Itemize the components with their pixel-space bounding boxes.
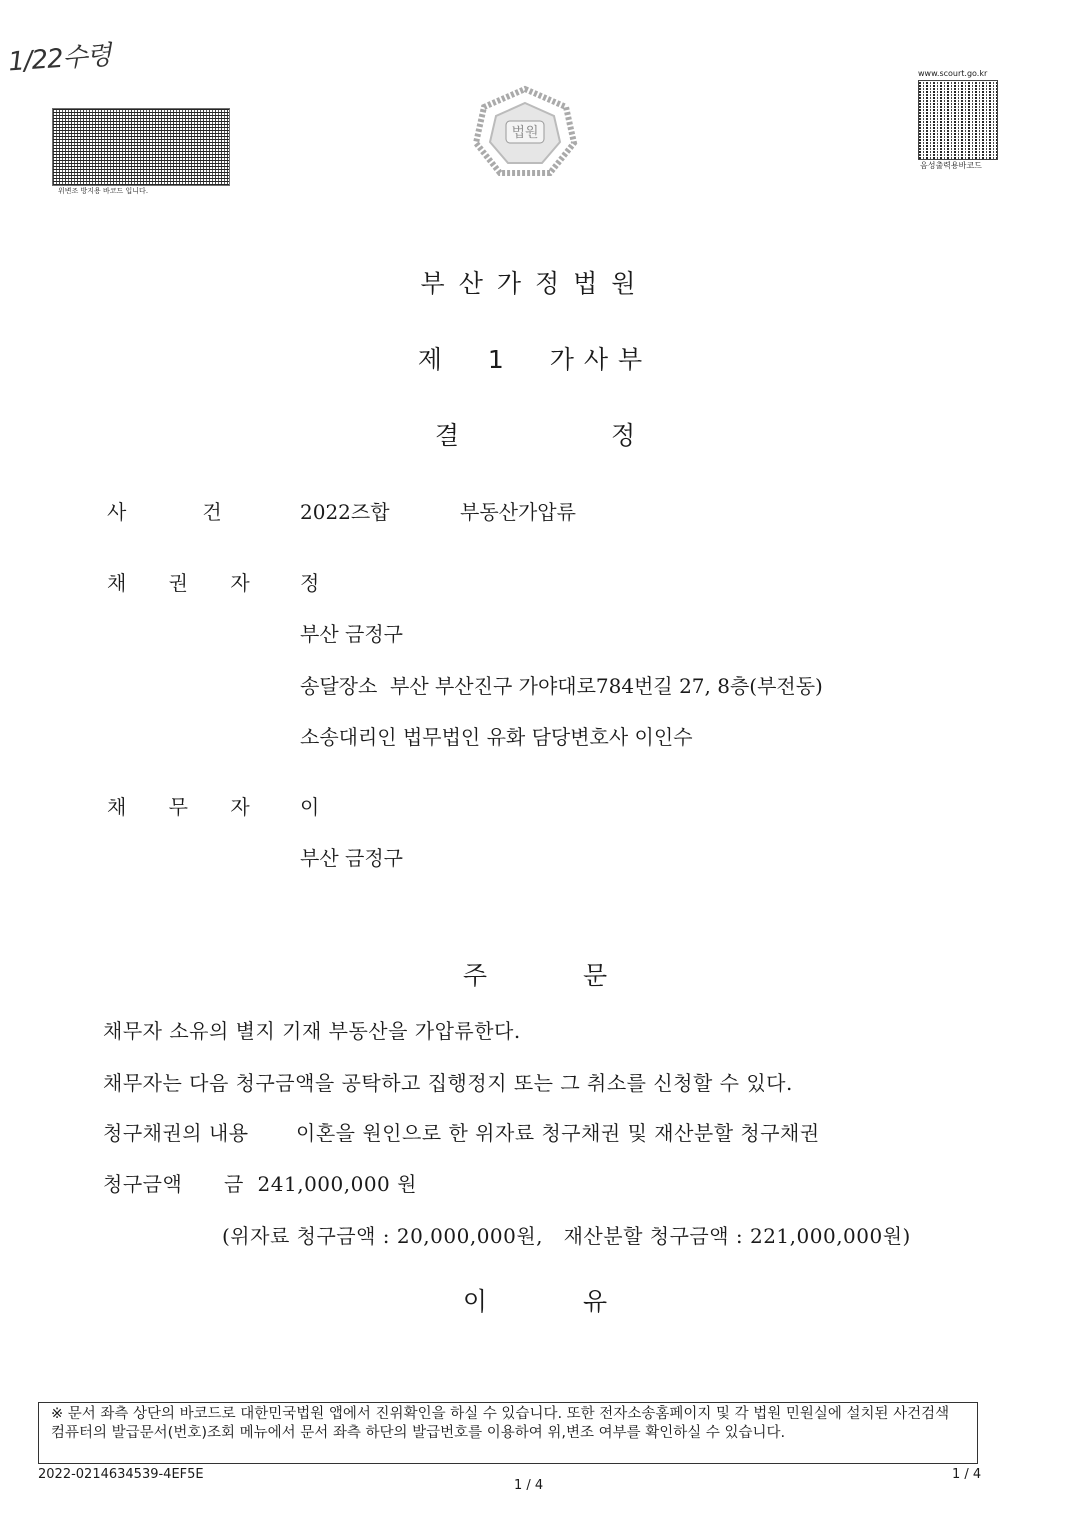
voice-output-qr-code: [918, 80, 998, 160]
amount-label: 청구금액: [103, 1172, 183, 1196]
debtor-label: 채 무 자: [107, 795, 268, 819]
order-title: [0, 956, 1070, 992]
case-label-left: 사: [107, 500, 127, 524]
order-title-right: 문: [583, 961, 608, 990]
qr-caption: 음성출력용바코드: [920, 161, 982, 170]
creditor-address: 부산 금정구: [300, 622, 403, 646]
security-barcode-caption: 위변조 방지용 바코드 입니다.: [58, 187, 149, 195]
page-number-right: 1 / 4: [952, 1467, 982, 1482]
order-line-2: 채무자는 다음 청구금액을 공탁하고 집행정지 또는 그 취소를 신청할 수 있다.: [103, 1071, 793, 1095]
court-name: 부산가정법원: [420, 269, 650, 298]
page-number-center: 1 / 4: [514, 1478, 544, 1493]
claim-label: 청구채권의 내용: [103, 1121, 249, 1145]
qr-url: www.scourt.go.kr: [918, 69, 988, 78]
creditor-service-address: 송달장소 부산 부산진구 가야대로784번길 27, 8층(부전동): [300, 674, 823, 698]
creditor-agent: 소송대리인 법무법인 유화 담당변호사 이인수: [300, 725, 693, 749]
creditor-label: 채 권 자: [107, 571, 268, 595]
claim-content: 이혼을 원인으로 한 위자료 청구채권 및 재산분할 청구채권: [296, 1121, 820, 1145]
document-title-right: 정: [611, 421, 636, 450]
authenticity-notice: ※ 문서 좌측 상단의 바코드로 대한민국법원 앱에서 진위확인을 하실 수 있습니다. 또한 전자소송홈페이지 및 각 법원 민원실에 설치된 사건검색 컴퓨터의 발급문서(번호)조회 메뉴에서 문서 좌측 하단의 발급번호를 이용하여 위,변조 여부를 확인하실 수 있습니다.: [38, 1402, 978, 1464]
case-number: 2022즈합: [300, 500, 390, 524]
amount-value: 금 241,000,000 원: [224, 1172, 417, 1196]
case-label-right: 건: [202, 500, 222, 524]
court-seal-text: 법원: [511, 125, 539, 141]
reason-title-left: 이: [462, 1287, 487, 1316]
division-name: 제 1 가사부: [417, 345, 653, 374]
reason-title-right: 유: [583, 1287, 608, 1316]
document-title: [0, 416, 1070, 452]
debtor-name: 이: [300, 795, 320, 819]
reason-title: [0, 1282, 1070, 1318]
case-type: 부동산가압류: [460, 500, 576, 524]
debtor-address: 부산 금정구: [300, 846, 403, 870]
amount-detail: (위자료 청구금액 : 20,000,000원, 재산분할 청구금액 : 221,000,000원): [222, 1224, 911, 1248]
order-title-left: 주: [462, 961, 487, 990]
case-label: [107, 496, 222, 525]
court-seal-icon: [470, 85, 580, 177]
document-title-left: 결: [434, 421, 459, 450]
issue-number: 2022-0214634539-4EF5E: [38, 1467, 204, 1482]
order-line-1: 채무자 소유의 별지 기재 부동산을 가압류한다.: [103, 1019, 521, 1043]
security-barcode: [52, 108, 230, 186]
handwritten-note: 1/22수령: [7, 40, 112, 78]
creditor-name: 정: [300, 571, 320, 595]
